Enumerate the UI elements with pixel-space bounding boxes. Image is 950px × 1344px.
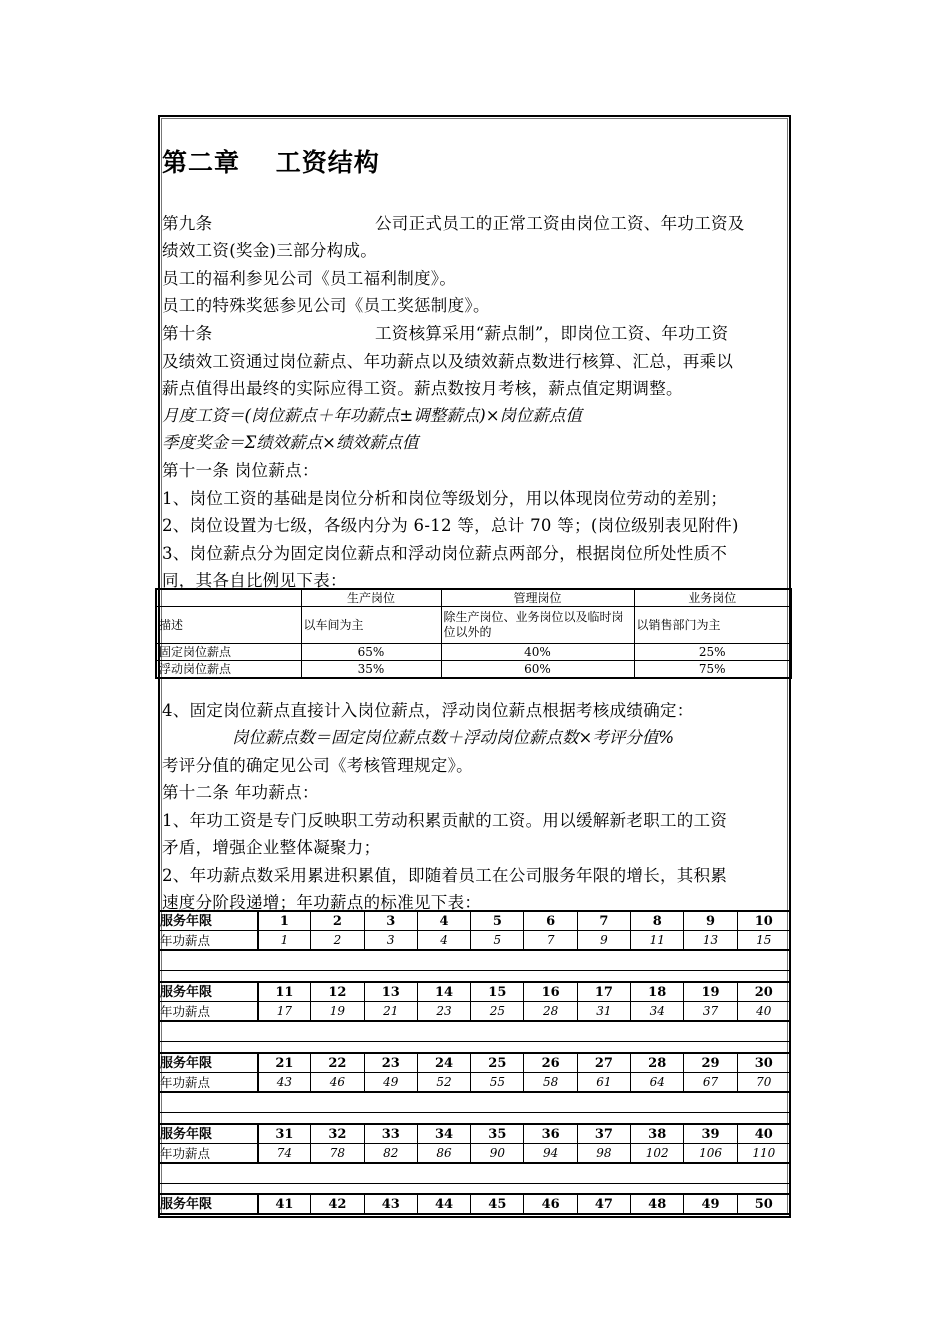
seniority-points-cell: 21 <box>364 1002 417 1022</box>
seniority-years-cell: 29 <box>684 1053 737 1073</box>
seniority-years-cell: 34 <box>417 1124 470 1144</box>
seniority-years-cell: 10 <box>737 911 790 931</box>
seniority-years-cell: 20 <box>737 982 790 1002</box>
seniority-points-cell: 82 <box>364 1144 417 1164</box>
seniority-years-cell: 32 <box>311 1124 364 1144</box>
ratio-desc-management: 除生产岗位、业务岗位以及临时岗位以外的 <box>441 607 634 644</box>
seniority-table-5 <box>159 1193 791 1215</box>
ratio-float-management: 60% <box>441 661 634 679</box>
seniority-points-cell: 1 <box>258 931 311 951</box>
article-11-heading: 第十一条 岗位薪点： <box>162 461 319 480</box>
seniority-years-cell: 17 <box>577 982 630 1002</box>
article-10-text-cont: 及绩效工资通过岗位薪点、年功薪点以及绩效薪点数进行核算、汇总，再乘以 <box>162 352 734 371</box>
article-12-item-1-cont: 矛盾，增强企业整体凝聚力； <box>162 838 381 857</box>
seniority-points-label: 年功薪点 <box>160 1002 258 1022</box>
article-9-label: 第九条 <box>162 214 213 233</box>
ratio-desc-row <box>156 607 791 644</box>
formula-quarterly-bonus: 季度奖金＝Σ绩效薪点×绩效薪点值 <box>162 433 419 452</box>
seniority-points-row <box>160 1073 791 1093</box>
seniority-points-cell: 37 <box>684 1002 737 1022</box>
seniority-years-cell: 24 <box>417 1053 470 1073</box>
article-12-item-1: 1、年功工资是专门反映职工劳动积累贡献的工资。用以缓解新老职工的工资 <box>162 811 728 830</box>
seniority-years-cell: 42 <box>311 1194 364 1214</box>
ratio-header-business: 业务岗位 <box>634 589 791 607</box>
seniority-points-cell: 52 <box>417 1073 470 1093</box>
welfare-line: 员工的福利参见公司《员工福利制度》。 <box>162 269 457 288</box>
seniority-points-cell: 31 <box>577 1002 630 1022</box>
article-10-text-cont2: 薪点值得出最终的实际应得工资。薪点数按月考核，薪点值定期调整。 <box>162 379 683 398</box>
eval-rule-line: 考评分值的确定见公司《考核管理规定》。 <box>162 756 473 775</box>
seniority-points-cell: 19 <box>311 1002 364 1022</box>
seniority-years-cell: 13 <box>364 982 417 1002</box>
seniority-table-4 <box>159 1123 791 1164</box>
seniority-points-cell: 58 <box>524 1073 577 1093</box>
seniority-years-cell: 48 <box>631 1194 684 1214</box>
seniority-points-cell: 94 <box>524 1144 577 1164</box>
seniority-years-cell: 7 <box>577 911 630 931</box>
article-10-text: 工资核算采用“薪点制”，即岗位工资、年功工资 <box>375 324 729 343</box>
seniority-years-cell: 8 <box>631 911 684 931</box>
table-gap-line <box>159 1183 790 1184</box>
seniority-years-cell: 18 <box>631 982 684 1002</box>
seniority-points-cell: 106 <box>684 1144 737 1164</box>
seniority-years-cell: 36 <box>524 1124 577 1144</box>
seniority-years-cell: 22 <box>311 1053 364 1073</box>
seniority-table-1 <box>159 910 791 951</box>
seniority-years-row <box>160 1124 791 1144</box>
seniority-points-cell: 28 <box>524 1002 577 1022</box>
ratio-fixed-row <box>156 644 791 661</box>
seniority-points-cell: 5 <box>471 931 524 951</box>
seniority-years-row <box>160 982 791 1002</box>
article-12-item-2-cont: 速度分阶段递增；年功薪点的标准见下表： <box>162 893 482 912</box>
seniority-points-label: 年功薪点 <box>160 1073 258 1093</box>
seniority-years-row <box>160 1053 791 1073</box>
ratio-fixed-production: 65% <box>301 644 441 661</box>
reward-line: 员工的特殊奖惩参见公司《员工奖惩制度》。 <box>162 296 490 315</box>
seniority-points-cell: 67 <box>684 1073 737 1093</box>
ratio-header-empty <box>156 589 301 607</box>
ratio-header-production: 生产岗位 <box>301 589 441 607</box>
seniority-points-cell: 90 <box>471 1144 524 1164</box>
article-11-item-1: 1、岗位工资的基础是岗位分析和岗位等级划分，用以体现岗位劳动的差别； <box>162 489 728 508</box>
seniority-years-cell: 14 <box>417 982 470 1002</box>
article-10-label: 第十条 <box>162 324 213 343</box>
seniority-years-cell: 12 <box>311 982 364 1002</box>
formula-post-points: 岗位薪点数＝固定岗位薪点数＋浮动岗位薪点数×考评分值% <box>232 728 675 747</box>
article-11-item-3: 3、岗位薪点分为固定岗位薪点和浮动岗位薪点两部分，根据岗位所处性质不 <box>162 544 728 563</box>
article-11-item-3-cont: 同，其各自比例见下表： <box>162 571 347 590</box>
ratio-fixed-label: 固定岗位薪点 <box>156 644 301 661</box>
seniority-years-cell: 5 <box>471 911 524 931</box>
article-9-text-cont: 绩效工资(奖金)三部分构成。 <box>162 241 378 260</box>
chapter-title: 第二章 工资结构 <box>162 148 380 177</box>
seniority-years-label: 服务年限 <box>160 982 258 1002</box>
seniority-years-label: 服务年限 <box>160 1053 258 1073</box>
ratio-float-production: 35% <box>301 661 441 679</box>
seniority-points-cell: 3 <box>364 931 417 951</box>
seniority-points-row <box>160 1002 791 1022</box>
seniority-years-cell: 1 <box>258 911 311 931</box>
seniority-points-cell: 49 <box>364 1073 417 1093</box>
table-gap-line <box>159 970 790 971</box>
seniority-years-cell: 49 <box>684 1194 737 1214</box>
seniority-points-cell: 23 <box>417 1002 470 1022</box>
seniority-points-cell: 40 <box>737 1002 790 1022</box>
seniority-points-cell: 7 <box>524 931 577 951</box>
seniority-points-label: 年功薪点 <box>160 1144 258 1164</box>
article-11-item-2: 2、岗位设置为七级，各级内分为 6-12 等，总计 70 等；(岗位级别表见附件) <box>162 516 739 535</box>
seniority-years-cell: 40 <box>737 1124 790 1144</box>
seniority-points-cell: 70 <box>737 1073 790 1093</box>
post-ratio-table <box>155 588 792 679</box>
seniority-years-cell: 16 <box>524 982 577 1002</box>
seniority-points-cell: 2 <box>311 931 364 951</box>
seniority-years-cell: 23 <box>364 1053 417 1073</box>
table-gap-line <box>159 1112 790 1113</box>
seniority-points-cell: 102 <box>631 1144 684 1164</box>
seniority-points-cell: 11 <box>631 931 684 951</box>
seniority-points-cell: 86 <box>417 1144 470 1164</box>
ratio-fixed-management: 40% <box>441 644 634 661</box>
seniority-years-cell: 37 <box>577 1124 630 1144</box>
seniority-points-cell: 34 <box>631 1002 684 1022</box>
seniority-years-cell: 33 <box>364 1124 417 1144</box>
ratio-float-row <box>156 661 791 679</box>
ratio-header-row <box>156 589 791 607</box>
seniority-points-cell: 15 <box>737 931 790 951</box>
seniority-years-label: 服务年限 <box>160 1194 258 1214</box>
seniority-points-cell: 64 <box>631 1073 684 1093</box>
seniority-years-cell: 35 <box>471 1124 524 1144</box>
seniority-points-cell: 78 <box>311 1144 364 1164</box>
formula-monthly-wage: 月度工资＝(岗位薪点＋年功薪点±调整薪点)×岗位薪点值 <box>162 406 583 425</box>
seniority-years-cell: 47 <box>577 1194 630 1214</box>
ratio-desc-business: 以销售部门为主 <box>634 607 791 644</box>
seniority-years-cell: 31 <box>258 1124 311 1144</box>
seniority-points-cell: 13 <box>684 931 737 951</box>
seniority-years-cell: 9 <box>684 911 737 931</box>
seniority-points-label: 年功薪点 <box>160 931 258 951</box>
seniority-points-cell: 74 <box>258 1144 311 1164</box>
article-12-heading: 第十二条 年功薪点： <box>162 783 319 802</box>
seniority-years-cell: 4 <box>417 911 470 931</box>
article-11-item-4: 4、固定岗位薪点直接计入岗位薪点，浮动岗位薪点根据考核成绩确定： <box>162 701 694 720</box>
seniority-years-cell: 28 <box>631 1053 684 1073</box>
seniority-years-cell: 41 <box>258 1194 311 1214</box>
seniority-years-cell: 50 <box>737 1194 790 1214</box>
seniority-years-cell: 3 <box>364 911 417 931</box>
seniority-points-row <box>160 931 791 951</box>
seniority-years-cell: 19 <box>684 982 737 1002</box>
seniority-years-label: 服务年限 <box>160 1124 258 1144</box>
seniority-years-cell: 44 <box>417 1194 470 1214</box>
seniority-points-cell: 110 <box>737 1144 790 1164</box>
seniority-points-cell: 98 <box>577 1144 630 1164</box>
seniority-years-cell: 25 <box>471 1053 524 1073</box>
article-12-item-2: 2、年功薪点数采用累进积累值，即随着员工在公司服务年限的增长，其积累 <box>162 866 728 885</box>
seniority-years-label: 服务年限 <box>160 911 258 931</box>
seniority-points-cell: 55 <box>471 1073 524 1093</box>
seniority-points-cell: 9 <box>577 931 630 951</box>
seniority-years-row <box>160 1194 791 1214</box>
seniority-years-cell: 15 <box>471 982 524 1002</box>
seniority-years-cell: 26 <box>524 1053 577 1073</box>
seniority-years-row <box>160 911 791 931</box>
seniority-points-row <box>160 1144 791 1164</box>
seniority-years-cell: 27 <box>577 1053 630 1073</box>
seniority-years-cell: 39 <box>684 1124 737 1144</box>
seniority-years-cell: 6 <box>524 911 577 931</box>
seniority-table-2 <box>159 981 791 1022</box>
seniority-years-cell: 38 <box>631 1124 684 1144</box>
seniority-years-cell: 2 <box>311 911 364 931</box>
seniority-years-cell: 21 <box>258 1053 311 1073</box>
ratio-desc-label: 描述 <box>156 607 301 644</box>
seniority-points-cell: 43 <box>258 1073 311 1093</box>
seniority-years-cell: 46 <box>524 1194 577 1214</box>
article-9-text: 公司正式员工的正常工资由岗位工资、年功工资及 <box>375 214 745 233</box>
ratio-desc-production: 以车间为主 <box>301 607 441 644</box>
seniority-years-cell: 11 <box>258 982 311 1002</box>
seniority-points-cell: 46 <box>311 1073 364 1093</box>
seniority-points-cell: 4 <box>417 931 470 951</box>
ratio-float-business: 75% <box>634 661 791 679</box>
ratio-fixed-business: 25% <box>634 644 791 661</box>
ratio-header-management: 管理岗位 <box>441 589 634 607</box>
seniority-table-3 <box>159 1052 791 1093</box>
ratio-float-label: 浮动岗位薪点 <box>156 661 301 679</box>
seniority-years-cell: 45 <box>471 1194 524 1214</box>
seniority-years-cell: 30 <box>737 1053 790 1073</box>
seniority-points-cell: 61 <box>577 1073 630 1093</box>
seniority-years-cell: 43 <box>364 1194 417 1214</box>
seniority-points-cell: 17 <box>258 1002 311 1022</box>
table-gap-line <box>159 1041 790 1042</box>
seniority-points-cell: 25 <box>471 1002 524 1022</box>
